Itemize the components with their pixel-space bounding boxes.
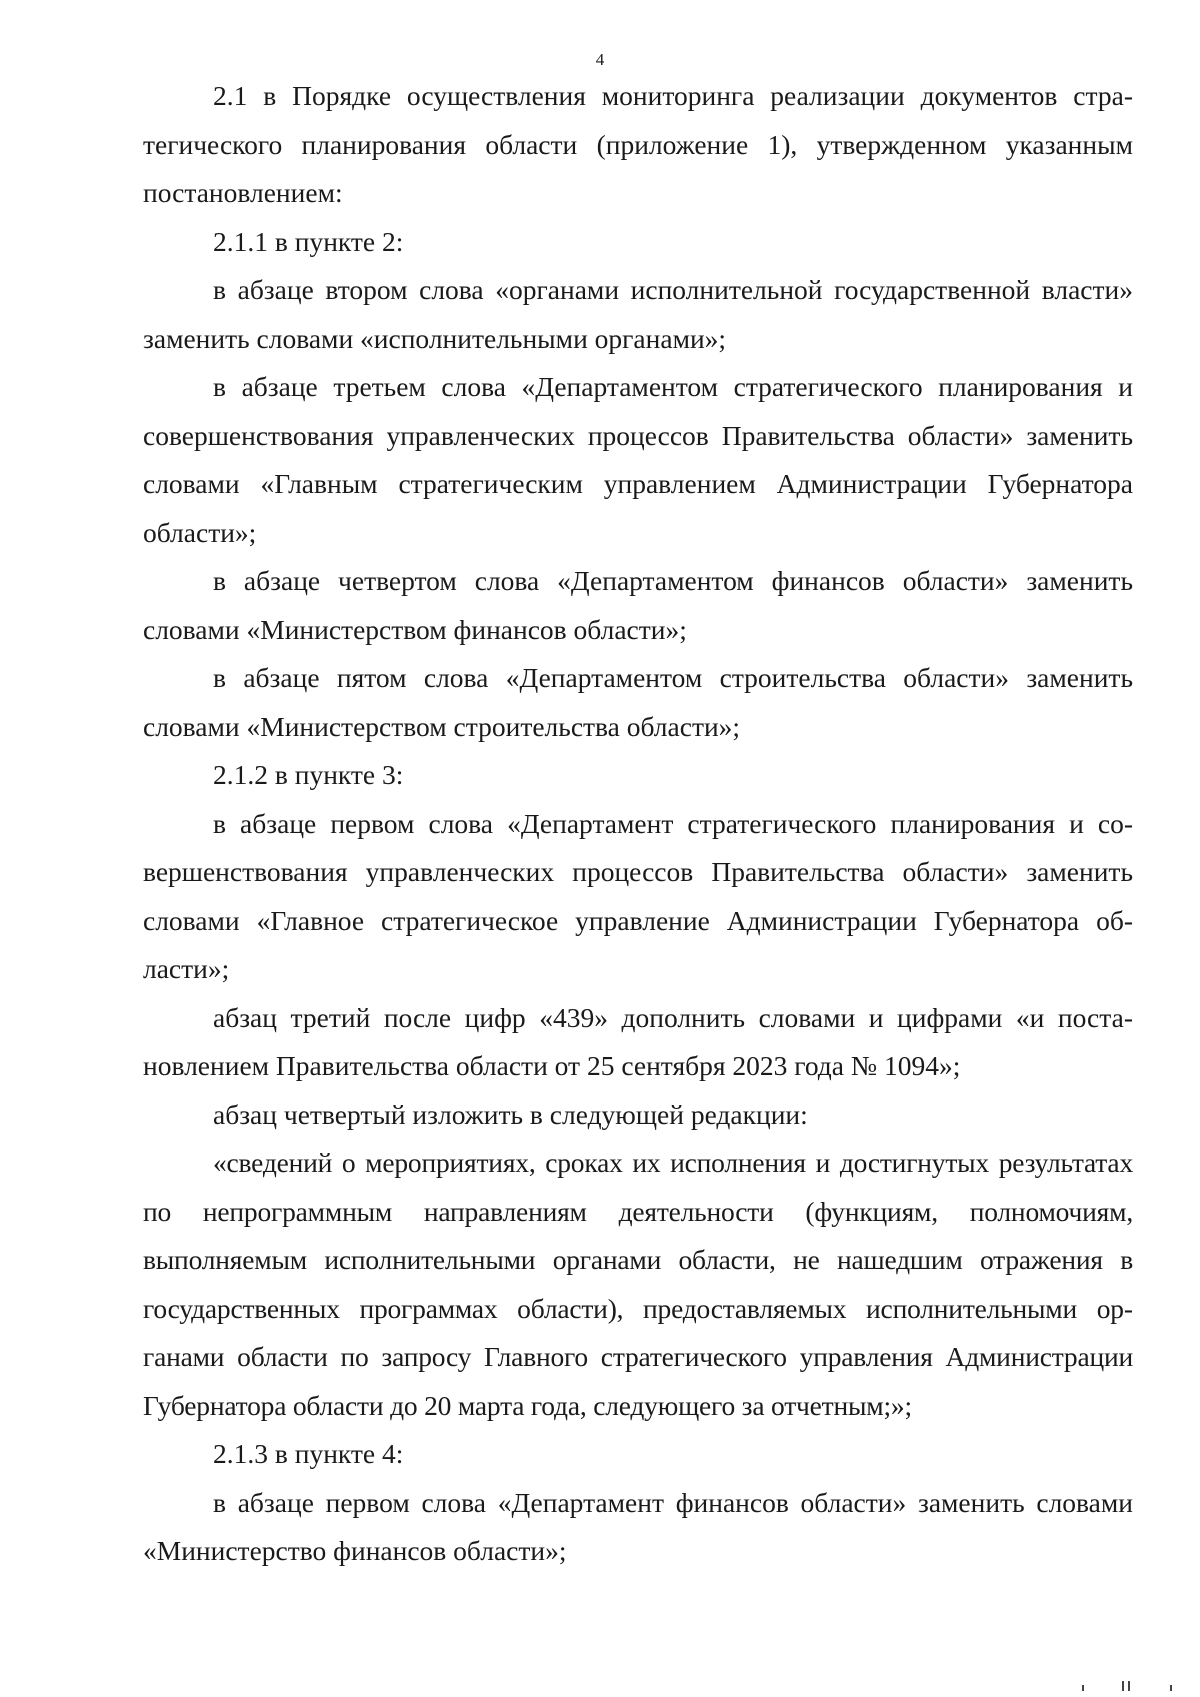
paragraph-2-1: 2.1 в Порядке осуществления мониторинга реализации документов стратегического планирования области (приложение 1), утвержденном указанным постановлением: [143, 80, 1133, 208]
paragraph-abzac-pervyy: в абзаце первом слова «Департамент стратегического планирования и совершенствования управленческих процессов Правительства области» заменить словами «Главное стратегическое управление Администрации Губернатора области»; [143, 807, 1133, 984]
scan-corner-mark [1082, 1679, 1172, 1691]
paragraph-abzac-chetvertyy-izlozhit: абзац четвертый изложить в следующей редакции: [213, 1098, 808, 1130]
paragraph-abzac-pyatyy: в абзаце пятом слова «Департаментом строительства области» заменить словами «Министерством строительства области»; [143, 662, 1133, 742]
paragraph-abzac-tretiy: в абзаце третьем слова «Департаментом стратегического планирования и совершенствования управленческих процессов Правительства области» заменить словами «Главным стратегическим управлением Администрации Губернатора области»; [143, 371, 1133, 548]
paragraph-svedeniy: «сведений о мероприятиях, сроках их исполнения и достигнутых результатах по непрограммным направлениям деятельности (функциям, полномочиям, выполняемым исполнительными органами области, не нашедшим отражения в государственных программах области), предоставляемых исполнительными органами области по запросу Главного стратегического управления Администрации Губернатора области до 20 марта года, следующего за отчетным;»; [143, 1147, 1133, 1421]
paragraph-2-1-1: 2.1.1 в пункте 2: [213, 225, 404, 257]
paragraph-2-1-2: 2.1.2 в пункте 3: [213, 759, 404, 790]
paragraph-abzac-tretiy-dopolnit: абзац третий после цифр «439» дополнить словами и цифрами «и постановлением Правительства области от 25 сентября 2023 года № 1094»; [143, 1001, 1133, 1081]
paragraph-abzac-chetvertyy: в абзаце четвертом слова «Департаментом финансов области» заменить словами «Министерством финансов области»; [143, 565, 1133, 645]
paragraph-abzac-pervyy-finansov: в абзаце первом слова «Департамент финансов области» заменить словами «Министерство финансов области»; [143, 1486, 1133, 1566]
page-number: 4 [595, 50, 605, 69]
document-body [143, 72, 1133, 1576]
paragraph-abzac-vtoroy: в абзаце втором слова «органами исполнительной государственной власти» заменить словами «исполнительными органами»; [143, 274, 1133, 354]
paragraph-2-1-3: 2.1.3 в пункте 4: [213, 1438, 404, 1469]
